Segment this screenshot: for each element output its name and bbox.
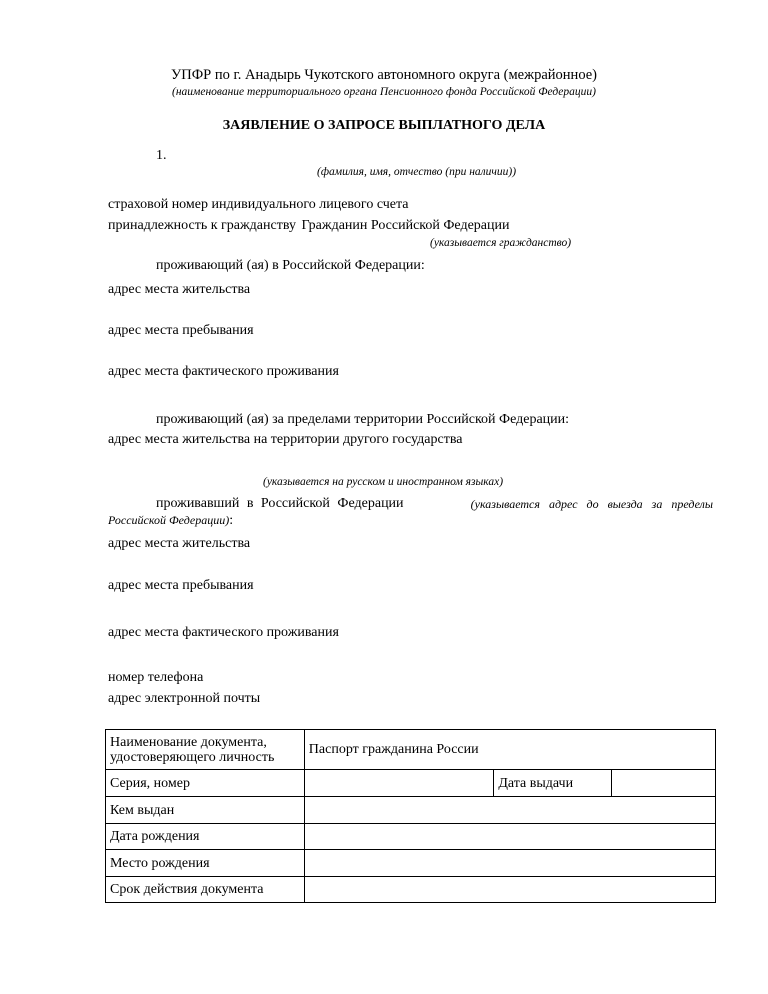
abroad-heading: проживающий (ая) за пределами территории Российской Федерации:	[156, 412, 570, 427]
former-rf-residence: адрес места жительства	[108, 536, 251, 551]
doc-name-label-2: удостоверяющего личность	[110, 749, 275, 765]
doc-name-label-1: Наименование документа,	[110, 734, 267, 750]
table-row	[106, 770, 716, 797]
abroad-residence: адрес места жительства на территории другого государства	[108, 432, 463, 447]
citizenship-value: Гражданин Российской Федерации	[301, 218, 510, 233]
issue-date-label: Дата выдачи	[494, 770, 612, 797]
citizenship-line	[108, 218, 510, 234]
former-rf-colon: :	[229, 513, 234, 528]
former-rf-hint-2: Российской Федерации)	[108, 513, 230, 527]
birth-place-label: Место рождения	[106, 850, 305, 877]
org-name-hint: (наименование территориального органа Пенсионного фонда Российской Федерации)	[172, 86, 596, 98]
former-rf-heading-cont	[108, 512, 233, 529]
table-row	[106, 877, 716, 903]
page-title: ЗАЯВЛЕНИЕ О ЗАПРОСЕ ВЫПЛАТНОГО ДЕЛА	[222, 118, 546, 133]
org-name: УПФР по г. Анадырь Чукотского автономного округа (межрайонное)	[170, 67, 598, 83]
in-rf-residence: адрес места жительства	[108, 282, 251, 297]
snils-label: страховой номер индивидуального лицевого счета	[108, 197, 409, 212]
series-label: Серия, номер	[106, 770, 305, 797]
series-value	[304, 770, 494, 797]
section-number: 1.	[156, 148, 167, 163]
validity-label: Срок действия документа	[106, 877, 305, 903]
phone-label: номер телефона	[108, 670, 204, 685]
former-rf-stay: адрес места пребывания	[108, 578, 254, 593]
former-rf-heading-main: проживавший в Российской Федерации	[156, 496, 404, 511]
identity-document-table	[105, 729, 716, 903]
doc-name-value: Паспорт гражданина России	[304, 730, 715, 770]
issued-by-value	[304, 797, 715, 824]
former-rf-actual: адрес места фактического проживания	[108, 625, 339, 640]
issued-by-label: Кем выдан	[106, 797, 305, 824]
validity-value	[304, 877, 715, 903]
table-row	[106, 824, 716, 850]
name-hint: (фамилия, имя, отчество (при наличии))	[317, 166, 517, 178]
abroad-lang-hint: (указывается на русском и иностранном языках)	[263, 476, 504, 488]
former-rf-hint-1: (указывается адрес до выезда за пределы	[470, 497, 713, 511]
email-label: адрес электронной почты	[108, 691, 261, 706]
citizenship-label: принадлежность к гражданству	[108, 218, 296, 233]
in-rf-stay: адрес места пребывания	[108, 323, 254, 338]
birth-date-value	[304, 824, 715, 850]
table-row	[106, 850, 716, 877]
birth-place-value	[304, 850, 715, 877]
in-rf-heading: проживающий (ая) в Российской Федерации:	[156, 258, 425, 273]
in-rf-actual: адрес места фактического проживания	[108, 364, 339, 379]
citizenship-hint: (указывается гражданство)	[430, 237, 572, 249]
birth-date-label: Дата рождения	[106, 824, 305, 850]
doc-name-label-cell	[106, 730, 305, 770]
issue-date-value	[612, 770, 716, 797]
table-row	[106, 797, 716, 824]
former-rf-heading	[156, 496, 713, 512]
table-row	[106, 730, 716, 770]
